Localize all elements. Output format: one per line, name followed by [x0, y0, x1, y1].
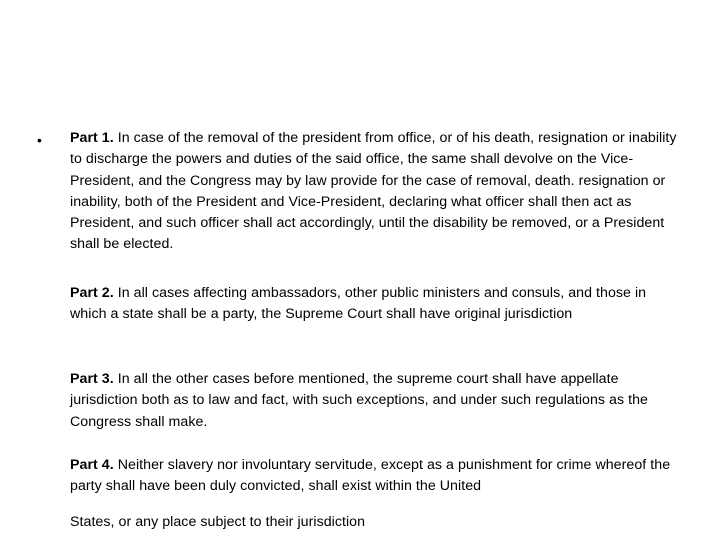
part-1-text: In case of the removal of the president from office, or of his death, resignation or inability to discharge the powers and duties of the said office, the same shall devolve on the Vice-President, and the Congress may by law provide for the case of removal, death. resignation or inability, both of the President and Vice-President, declaring what officer shall then act as President, and such officer shall act accordingly, until the disability be removed, or a President shall be elected.	[70, 130, 677, 253]
part-3-label: Part 3.	[70, 371, 114, 387]
slide-body	[70, 128, 686, 530]
part-2-text: In all cases affecting ambassadors, other public ministers and consuls, and those in which a state shall be a party, the Supreme Court shall have original jurisdiction	[70, 285, 647, 323]
paragraph-part-3	[70, 369, 686, 433]
paragraph-part-4	[70, 455, 686, 498]
paragraph-part-2	[70, 283, 686, 326]
part-1-label: Part 1.	[70, 130, 114, 146]
part-4-text: Neither slavery nor involuntary servitude, except as a punishment for crime whereof the party shall have been duly convicted, shall exist within the United	[70, 457, 671, 495]
bullet-point: •	[37, 132, 42, 148]
part-4-label: Part 4.	[70, 457, 114, 473]
paragraph-part-1	[70, 128, 686, 256]
part-3-text: In all the other cases before mentioned, the supreme court shall have appellate jurisdiction both as to law and fact, with such exceptions, and under such regulations as the Congress shall make.	[70, 371, 649, 430]
part-2-label: Part 2.	[70, 285, 114, 301]
paragraph-continuation: States, or any place subject to their jurisdiction	[70, 514, 366, 530]
